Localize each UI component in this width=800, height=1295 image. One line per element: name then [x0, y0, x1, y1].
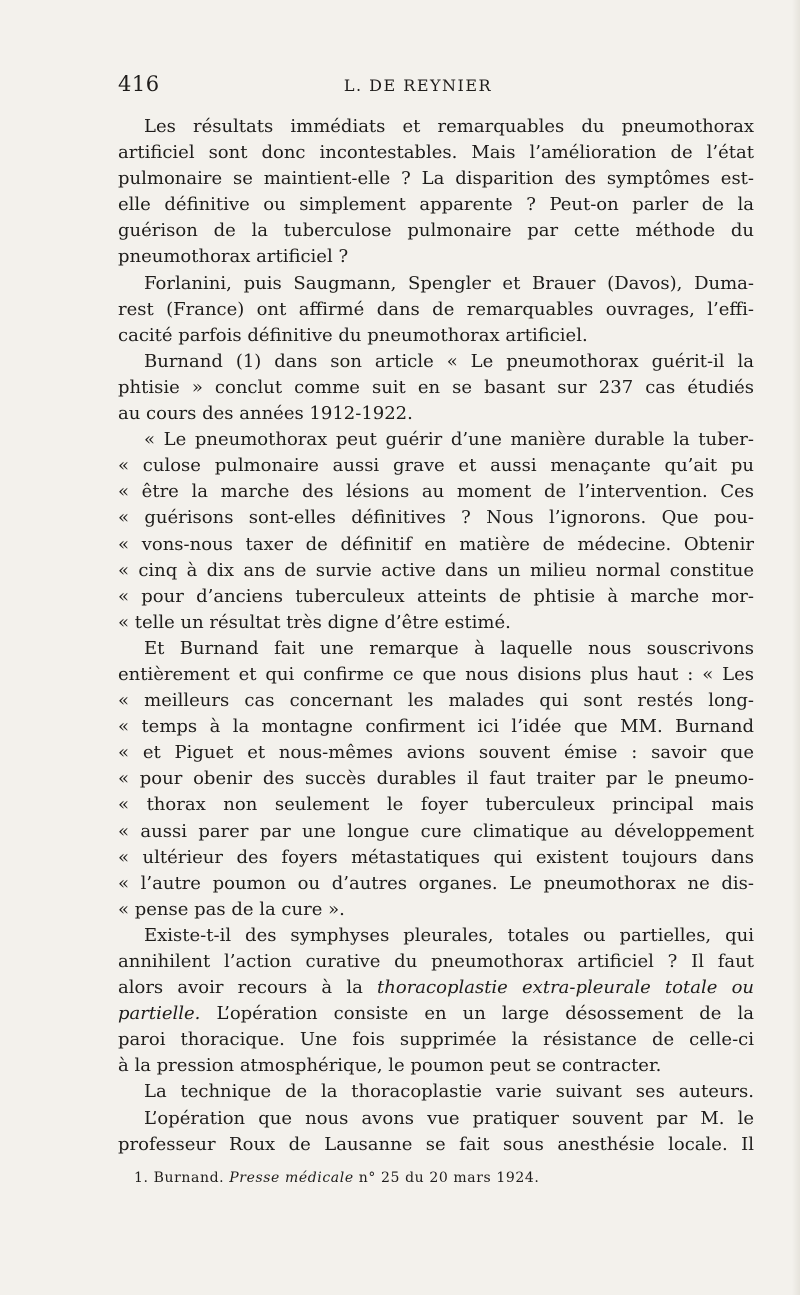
text-line: L’opération que nous avons vue pratiquer souvent par M. le — [144, 1107, 754, 1129]
text-line: Forlanini, puis Saugmann, Spengler et Brauer (Davos), Duma- — [144, 272, 754, 294]
text-line-thoracoplastie — [118, 975, 754, 1001]
footnote-journal: Presse médicale — [229, 1170, 354, 1186]
text-line: au cours des années 1912-1922. — [118, 403, 413, 425]
text-line: professeur Roux de Lausanne se fait sous anesthésie locale. Il — [118, 1133, 754, 1155]
text-line: entièrement et qui confirme ce que nous disions plus haut : « Les — [118, 663, 754, 685]
text-line: « cinq à dix ans de survie active dans un milieu normal constitue — [118, 559, 754, 581]
text-line: annihilent l’action curative du pneumothorax artificiel ? Il faut — [118, 951, 754, 972]
text-run: alors avoir recours à la — [118, 977, 378, 999]
text-line: La technique de la thoracoplastie varie suivant ses auteurs. — [144, 1081, 754, 1103]
text-line: « temps à la montagne confirment ici l’idée que MM. Burnand — [118, 716, 754, 738]
text-line: Existe-t-il des symphyses pleurales, totales ou partielles, qui — [144, 924, 754, 946]
text-line: « aussi parer par une longue cure climatique au développement — [118, 820, 754, 842]
text-line: « meilleurs cas concernant les malades qui sont restés long- — [118, 690, 754, 712]
text-line: « l’autre poumon ou d’autres organes. Le pneumothorax ne dis- — [118, 872, 754, 894]
text-line: « ultérieur des foyers métastatiques qui existent toujours dans — [118, 846, 754, 868]
text-line: « pour obenir des succès durables il faut traiter par le pneumo- — [118, 768, 754, 790]
text-line: paroi thoracique. Une fois supprimée la résistance de celle-ci — [118, 1029, 754, 1051]
text-line: Burnand (1) dans son article « Le pneumothorax guérit-il la — [144, 350, 754, 372]
body-text — [118, 114, 754, 1158]
page-number: 416 — [118, 72, 160, 96]
text-run: L’opération consiste en un large désossement de la — [200, 1003, 754, 1025]
italic-term: thoracoplastie extra-pleurale totale ou — [377, 977, 754, 999]
text-line: « pour d’anciens tuberculeux atteints de phtisie à marche mor- — [118, 585, 754, 607]
text-line: cacité parfois définitive du pneumothorax artificiel. — [118, 324, 588, 346]
text-line: Les résultats immédiats et remarquables du pneumothorax — [144, 116, 754, 137]
footnote-author: Burnand. — [148, 1170, 230, 1186]
text-line: « telle un résultat très digne d’être estimé. — [118, 611, 511, 633]
page-edge-shadow — [792, 0, 800, 1295]
text-line: Et Burnand fait une remarque à laquelle nous souscrivons — [144, 637, 754, 659]
text-line: « guérisons sont-elles définitives ? Nous l’ignorons. Que pou- — [118, 507, 754, 529]
text-line: guérison de la tuberculose pulmonaire par cette méthode du — [118, 220, 754, 242]
text-line: « pense pas de la cure ». — [118, 898, 345, 920]
text-line: artificiel sont donc incontestables. Mais l’amélioration de l’état — [118, 142, 754, 164]
text-line-partielle — [118, 1001, 754, 1027]
footnote-reference: n° 25 du 20 mars 1924. — [353, 1170, 540, 1186]
text-line: rest (France) ont affirmé dans de remarquables ouvrages, l’effi- — [118, 298, 754, 320]
text-line: phtisie » conclut comme suit en se basant sur 237 cas étudiés — [118, 376, 754, 398]
text-line: « et Piguet et nous-mêmes avions souvent émise : savoir que — [118, 742, 754, 764]
text-line: pneumothorax artificiel ? — [118, 246, 349, 268]
text-line: à la pression atmosphérique, le poumon peut se contracter. — [118, 1055, 662, 1077]
text-line: « vons-nous taxer de définitif en matière de médecine. Obtenir — [118, 533, 754, 555]
footnote — [134, 1170, 734, 1186]
text-line: pulmonaire se maintient-elle ? La disparition des symptômes est- — [118, 168, 754, 190]
text-line: « thorax non seulement le foyer tuberculeux principal mais — [118, 794, 754, 816]
text-line: « Le pneumothorax peut guérir d’une manière durable la tuber- — [144, 429, 754, 451]
text-line: elle définitive ou simplement apparente ? Peut-on parler de la — [118, 194, 754, 216]
page-header — [118, 72, 758, 102]
italic-term: partielle. — [118, 1003, 201, 1025]
text-line: « culose pulmonaire aussi grave et aussi menaçante qu’ait pu — [118, 455, 754, 477]
text-line: « être la marche des lésions au moment de l’intervention. Ces — [118, 481, 754, 503]
footnote-number: 1. — [134, 1170, 149, 1186]
running-head: L. DE REYNIER — [343, 76, 493, 95]
